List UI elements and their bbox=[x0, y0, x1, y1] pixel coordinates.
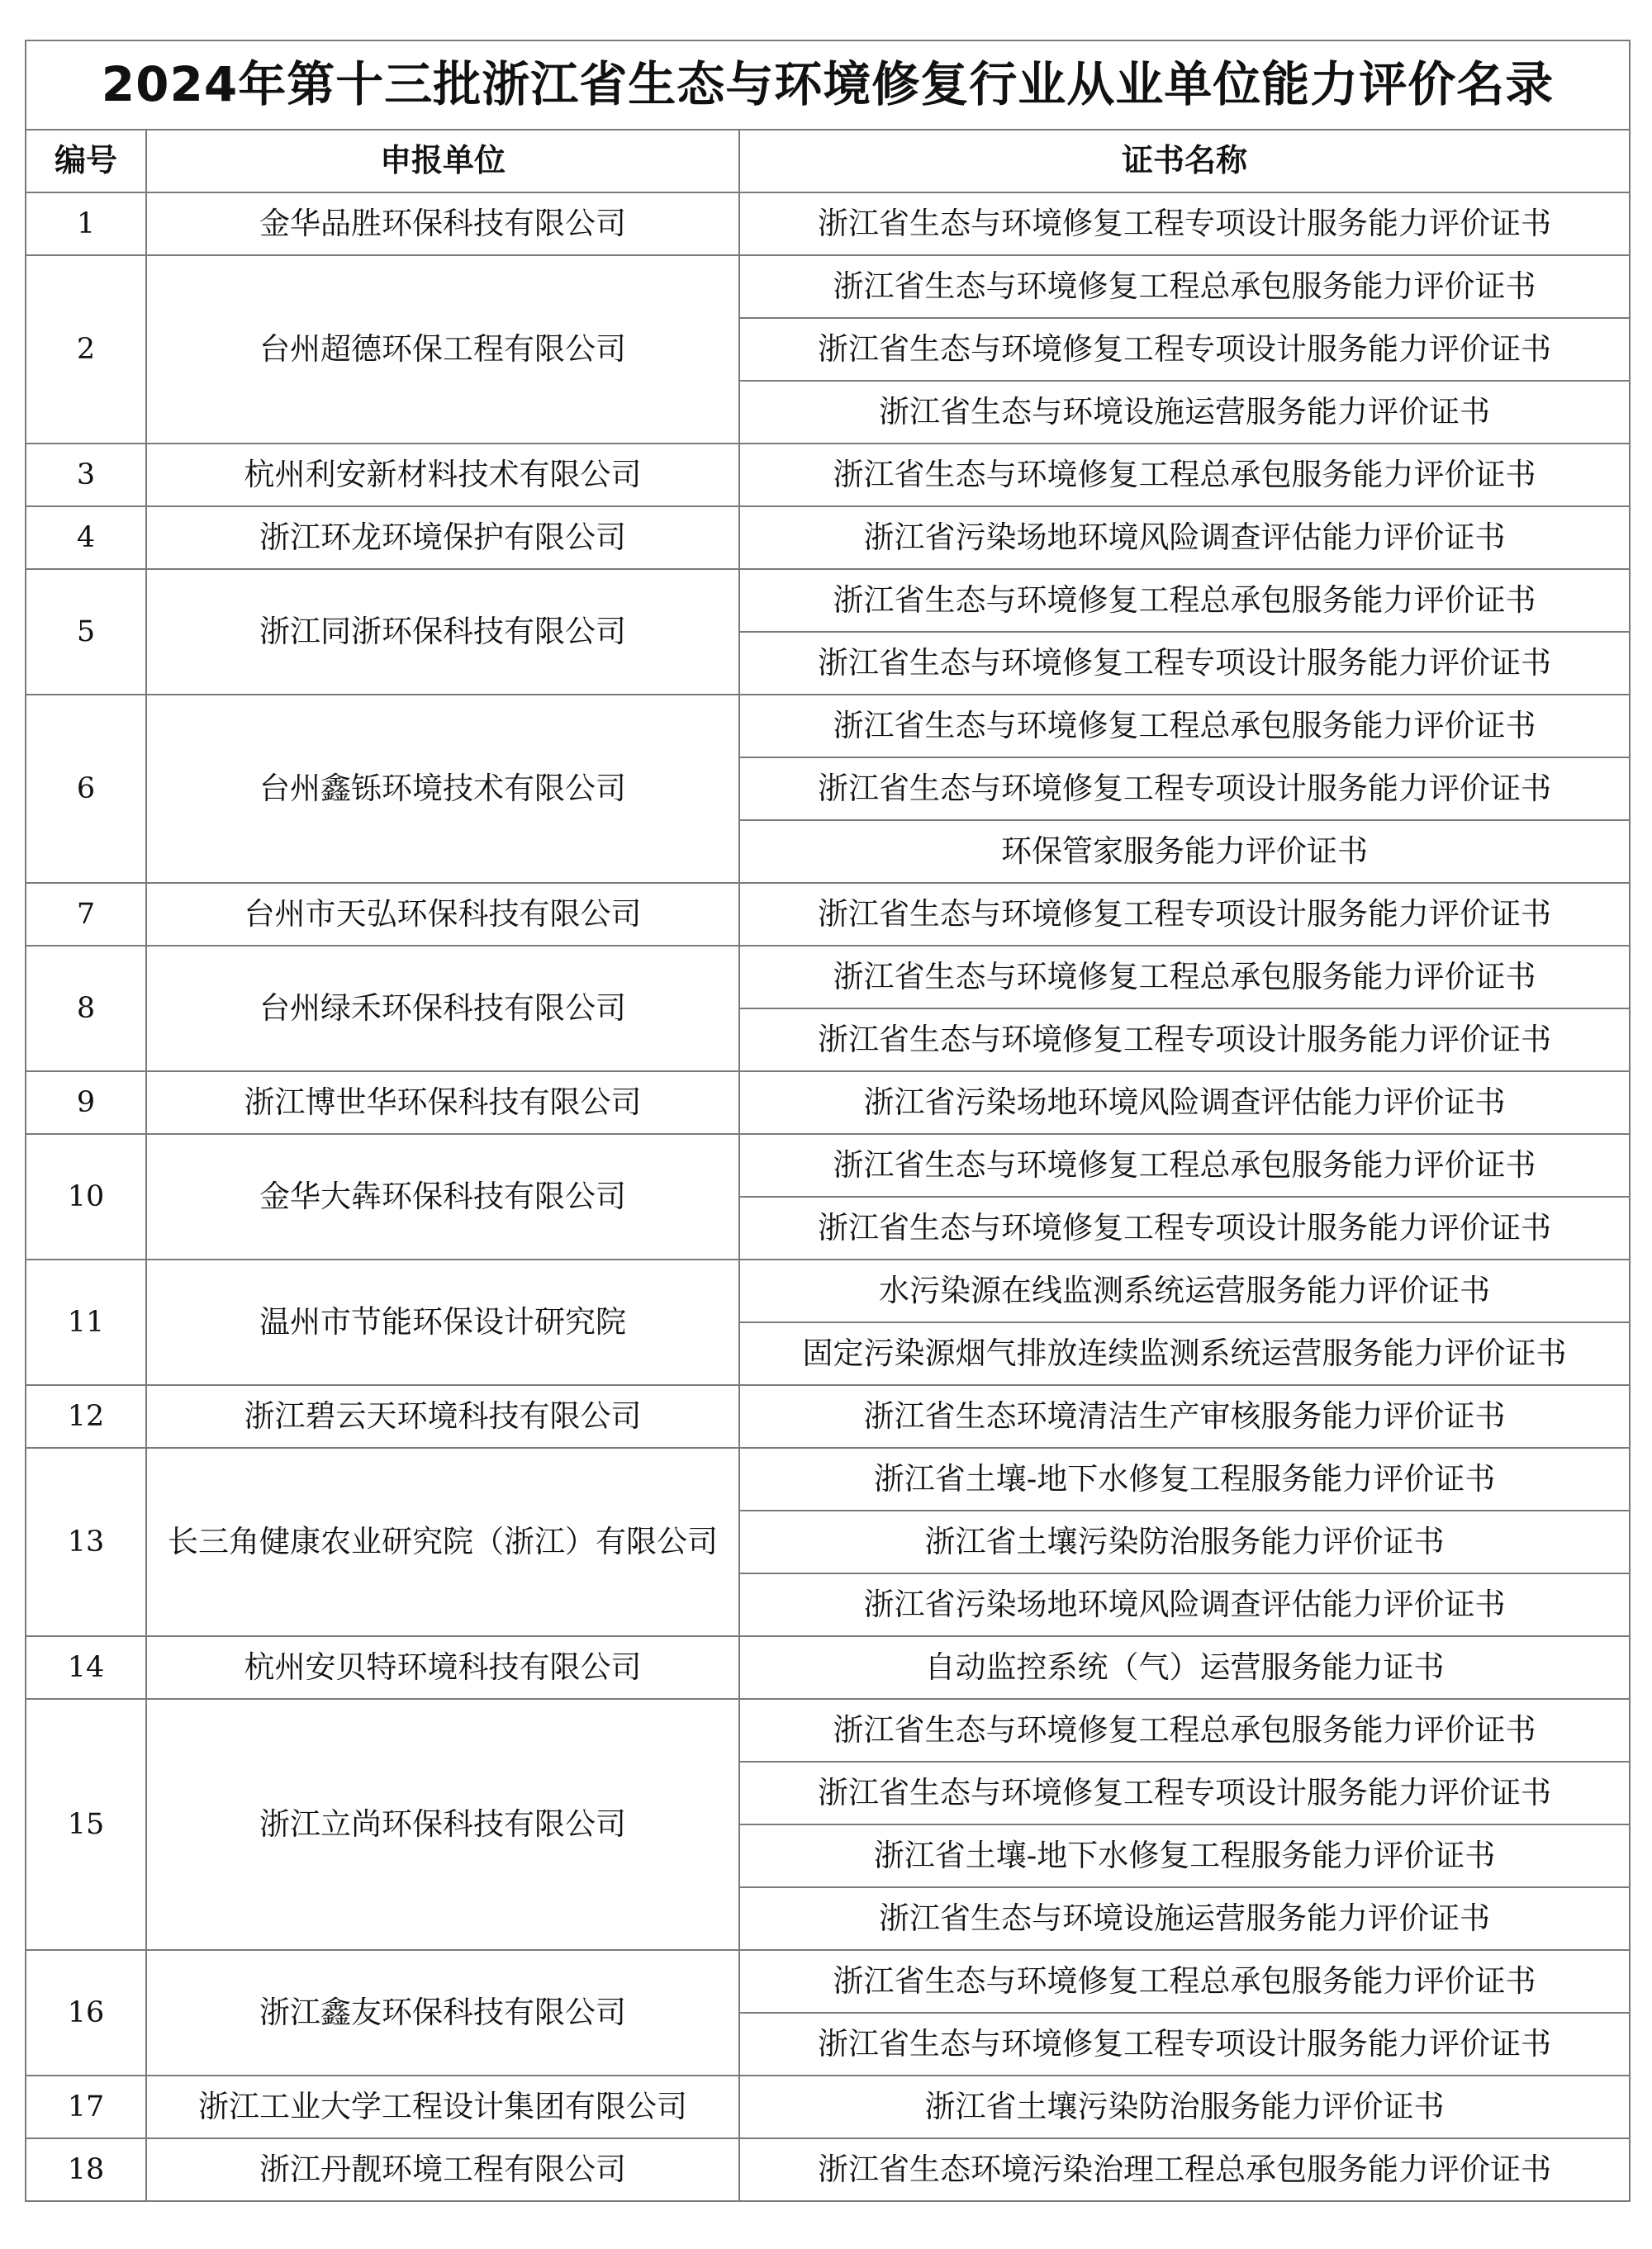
applicant-unit: 台州市天弘环保科技有限公司 bbox=[146, 883, 739, 946]
applicant-unit: 浙江丹靓环境工程有限公司 bbox=[146, 2138, 739, 2201]
certificate-name: 浙江省生态与环境修复工程专项设计服务能力评价证书 bbox=[739, 883, 1630, 946]
certificate-name: 浙江省生态与环境设施运营服务能力评价证书 bbox=[739, 1887, 1630, 1950]
certificate-name: 浙江省土壤污染防治服务能力评价证书 bbox=[739, 1511, 1630, 1573]
certificate-name: 浙江省生态与环境设施运营服务能力评价证书 bbox=[739, 381, 1630, 444]
certificate-name: 浙江省生态与环境修复工程专项设计服务能力评价证书 bbox=[739, 757, 1630, 820]
applicant-unit: 浙江同浙环保科技有限公司 bbox=[146, 569, 739, 695]
row-number: 13 bbox=[26, 1448, 146, 1636]
applicant-unit: 浙江环龙环境保护有限公司 bbox=[146, 506, 739, 569]
applicant-unit: 浙江工业大学工程设计集团有限公司 bbox=[146, 2076, 739, 2138]
row-number: 10 bbox=[26, 1134, 146, 1260]
applicant-unit: 金华品胜环保科技有限公司 bbox=[146, 192, 739, 255]
applicant-unit: 杭州利安新材料技术有限公司 bbox=[146, 444, 739, 506]
applicant-unit: 浙江鑫友环保科技有限公司 bbox=[146, 1950, 739, 2076]
table-row bbox=[26, 1260, 1630, 1322]
table-row bbox=[26, 2138, 1630, 2201]
applicant-unit: 金华大犇环保科技有限公司 bbox=[146, 1134, 739, 1260]
table-row bbox=[26, 569, 1630, 632]
row-number: 8 bbox=[26, 946, 146, 1071]
certificate-name: 浙江省生态与环境修复工程专项设计服务能力评价证书 bbox=[739, 1008, 1630, 1071]
table-row bbox=[26, 1699, 1630, 1762]
row-number: 12 bbox=[26, 1385, 146, 1448]
row-number: 9 bbox=[26, 1071, 146, 1134]
table-row bbox=[26, 255, 1630, 318]
certificate-name: 浙江省生态与环境修复工程专项设计服务能力评价证书 bbox=[739, 318, 1630, 381]
column-header-unit: 申报单位 bbox=[146, 130, 739, 192]
certificate-name: 浙江省生态与环境修复工程总承包服务能力评价证书 bbox=[739, 946, 1630, 1008]
certificate-name: 浙江省土壤污染防治服务能力评价证书 bbox=[739, 2076, 1630, 2138]
row-number: 6 bbox=[26, 695, 146, 883]
table-row bbox=[26, 444, 1630, 506]
certificate-name: 浙江省生态与环境修复工程专项设计服务能力评价证书 bbox=[739, 632, 1630, 695]
row-number: 17 bbox=[26, 2076, 146, 2138]
certificate-name: 环保管家服务能力评价证书 bbox=[739, 820, 1630, 883]
certificate-name: 浙江省生态与环境修复工程专项设计服务能力评价证书 bbox=[739, 192, 1630, 255]
row-number: 7 bbox=[26, 883, 146, 946]
row-number: 3 bbox=[26, 444, 146, 506]
row-number: 4 bbox=[26, 506, 146, 569]
certificate-name: 浙江省生态环境污染治理工程总承包服务能力评价证书 bbox=[739, 2138, 1630, 2201]
table-row bbox=[26, 192, 1630, 255]
certificate-name: 浙江省生态与环境修复工程总承包服务能力评价证书 bbox=[739, 1699, 1630, 1762]
certificate-name: 浙江省生态与环境修复工程总承包服务能力评价证书 bbox=[739, 444, 1630, 506]
column-header-number: 编号 bbox=[26, 130, 146, 192]
certificate-name: 浙江省生态与环境修复工程总承包服务能力评价证书 bbox=[739, 1134, 1630, 1197]
row-number: 2 bbox=[26, 255, 146, 444]
certificate-name: 浙江省污染场地环境风险调查评估能力评价证书 bbox=[739, 1573, 1630, 1636]
table-row bbox=[26, 1448, 1630, 1511]
table-row bbox=[26, 1385, 1630, 1448]
row-number: 1 bbox=[26, 192, 146, 255]
row-number: 5 bbox=[26, 569, 146, 695]
table-row bbox=[26, 695, 1630, 757]
table-row bbox=[26, 1636, 1630, 1699]
applicant-unit: 浙江立尚环保科技有限公司 bbox=[146, 1699, 739, 1950]
certificate-name: 自动监控系统（气）运营服务能力证书 bbox=[739, 1636, 1630, 1699]
certificate-name: 浙江省土壤-地下水修复工程服务能力评价证书 bbox=[739, 1448, 1630, 1511]
applicant-unit: 台州绿禾环保科技有限公司 bbox=[146, 946, 739, 1071]
applicant-unit: 杭州安贝特环境科技有限公司 bbox=[146, 1636, 739, 1699]
column-header-certificate: 证书名称 bbox=[739, 130, 1630, 192]
applicant-unit: 长三角健康农业研究院（浙江）有限公司 bbox=[146, 1448, 739, 1636]
applicant-unit: 台州超德环保工程有限公司 bbox=[146, 255, 739, 444]
certificate-name: 浙江省生态与环境修复工程专项设计服务能力评价证书 bbox=[739, 2013, 1630, 2076]
row-number: 15 bbox=[26, 1699, 146, 1950]
table-body bbox=[26, 192, 1630, 2201]
table-row bbox=[26, 883, 1630, 946]
certificate-name: 浙江省土壤-地下水修复工程服务能力评价证书 bbox=[739, 1824, 1630, 1887]
page-title: 2024年第十三批浙江省生态与环境修复行业从业单位能力评价名录 bbox=[26, 40, 1630, 130]
row-number: 18 bbox=[26, 2138, 146, 2201]
certificate-list-table bbox=[25, 40, 1631, 2202]
certificate-name: 浙江省生态环境清洁生产审核服务能力评价证书 bbox=[739, 1385, 1630, 1448]
applicant-unit: 台州鑫铄环境技术有限公司 bbox=[146, 695, 739, 883]
certificate-name: 固定污染源烟气排放连续监测系统运营服务能力评价证书 bbox=[739, 1322, 1630, 1385]
applicant-unit: 浙江碧云天环境科技有限公司 bbox=[146, 1385, 739, 1448]
certificate-name: 浙江省生态与环境修复工程总承包服务能力评价证书 bbox=[739, 569, 1630, 632]
title-row bbox=[26, 40, 1630, 130]
certificate-name: 浙江省生态与环境修复工程总承包服务能力评价证书 bbox=[739, 255, 1630, 318]
table-row bbox=[26, 946, 1630, 1008]
row-number: 11 bbox=[26, 1260, 146, 1385]
applicant-unit: 浙江博世华环保科技有限公司 bbox=[146, 1071, 739, 1134]
table-row bbox=[26, 2076, 1630, 2138]
certificate-name: 水污染源在线监测系统运营服务能力评价证书 bbox=[739, 1260, 1630, 1322]
row-number: 16 bbox=[26, 1950, 146, 2076]
header-row bbox=[26, 130, 1630, 192]
table-row bbox=[26, 506, 1630, 569]
certificate-name: 浙江省生态与环境修复工程专项设计服务能力评价证书 bbox=[739, 1762, 1630, 1824]
certificate-name: 浙江省生态与环境修复工程总承包服务能力评价证书 bbox=[739, 695, 1630, 757]
certificate-name: 浙江省生态与环境修复工程总承包服务能力评价证书 bbox=[739, 1950, 1630, 2013]
table-row bbox=[26, 1950, 1630, 2013]
certificate-name: 浙江省污染场地环境风险调查评估能力评价证书 bbox=[739, 1071, 1630, 1134]
row-number: 14 bbox=[26, 1636, 146, 1699]
table-row bbox=[26, 1134, 1630, 1197]
certificate-name: 浙江省污染场地环境风险调查评估能力评价证书 bbox=[739, 506, 1630, 569]
table-row bbox=[26, 1071, 1630, 1134]
applicant-unit: 温州市节能环保设计研究院 bbox=[146, 1260, 739, 1385]
certificate-name: 浙江省生态与环境修复工程专项设计服务能力评价证书 bbox=[739, 1197, 1630, 1260]
